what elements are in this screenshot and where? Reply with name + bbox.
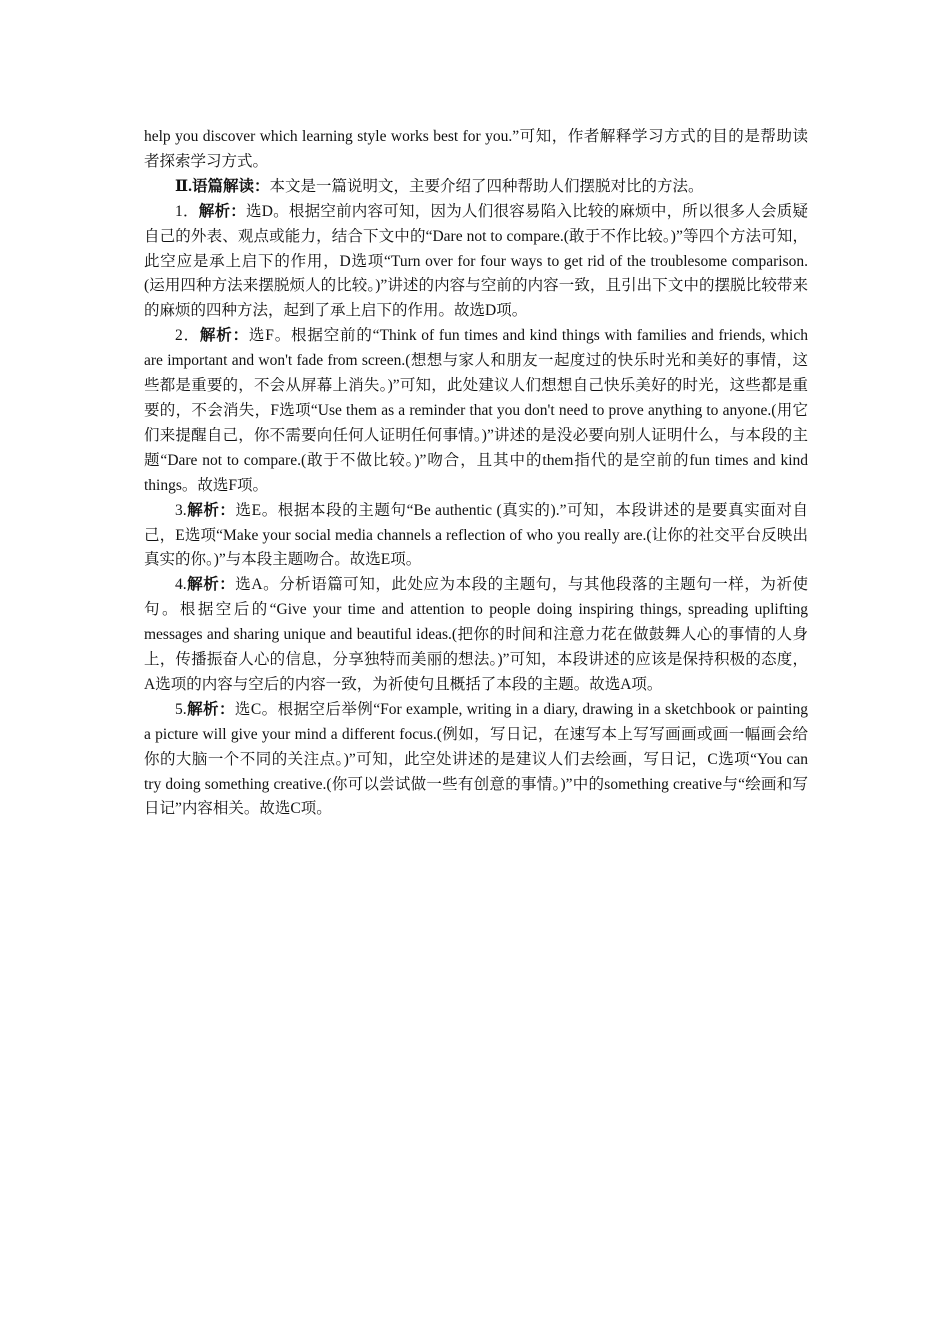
answer-number: 5.	[175, 700, 187, 718]
answer-label: 解析：	[198, 202, 246, 220]
section-label: Ⅱ.语篇解读：	[175, 177, 270, 195]
answer-2-paragraph	[144, 324, 808, 498]
answer-number: 3.	[175, 501, 187, 519]
section-text: 本文是一篇说明文，主要介绍了四种帮助人们摆脱对比的方法。	[269, 177, 704, 195]
answer-1-paragraph	[144, 200, 808, 325]
answer-text: 选C。根据空后举例“For example, writing in a diary, drawing in a sketchbook or painting a picture will give your mind a different focus.(例如，写日记，在速写本上写写画画或画一幅画会给你的大脑一个不同的关注点。)”可知，此空处讲述的是建议人们去绘画，写日记，C选项“You can try doing something creative.(你可以尝试做一些有创意的事情。)”中的something creative与“绘画和写日记”内容相关。故选C项。	[144, 700, 808, 818]
answer-5-paragraph	[144, 698, 808, 823]
answer-number: 1．	[175, 202, 199, 220]
passage-overview-paragraph	[144, 175, 808, 200]
answer-text: 选F。根据空前的“Think of fun times and kind things with families and friends, which are important and won't fade from screen.(想想与家人和朋友一起度过的快乐时光和美好的事情，这些都是重要的，不会从屏幕上消失。)”可知，此处建议人们想想自己快乐美好的时光，这些都是重要的，不会消失，F选项“Use them as a reminder that you don't need to prove anything to anyone.(用它们来提醒自己，你不需要向任何人证明任何事情。)”讲述的是没必要向别人证明什么，与本段的主题“Dare not to compare.(敢于不做比较。)”吻合，且其中的them指代的是空前的fun times and kind things。故选F项。	[144, 327, 808, 494]
answer-label: 解析：	[186, 576, 236, 594]
intro-paragraph	[144, 125, 808, 175]
answer-text: 选A。分析语篇可知，此处应为本段的主题句，与其他段落的主题句一样，为祈使句。根据空后的“Give your time and attention to people doing inspiring things, spreading uplifting messages and sharing unique and beautiful ideas.(把你的时间和注意力花在做鼓舞人心的事情的人身上，传播振奋人心的信息，分享独特而美丽的想法。)”可知，本段讲述的应该是保持积极的态度，A选项的内容与空后的内容一致，为祈使句且概括了本段的主题。故选A项。	[144, 576, 808, 693]
answer-text: 选E。根据本段的主题句“Be authentic (真实的).”可知，本段讲述的是要真实面对自己，E选项“Make your social media channels a reflection of who you really are.(让你的社交平台反映出真实的你。)”与本段主题吻合。故选E项。	[144, 501, 808, 569]
answer-number: 2．	[175, 327, 200, 345]
answer-label: 解析：	[186, 501, 236, 519]
answer-text: 选D。根据空前内容可知，因为人们很容易陷入比较的麻烦中，所以很多人会质疑自己的外表、观点或能力，结合下文中的“Dare not to compare.(敢于不作比较。)”等四个方法可知，此空应是承上启下的作用，D选项“Turn over for four ways to get rid of the troublesome comparison.(运用四种方法来摆脱烦人的比较。)”讲述的内容与空前的内容一致，且引出下文中的摆脱比较带来的麻烦的四种方法，起到了承上启下的作用。故选D项。	[144, 202, 808, 320]
document-body	[144, 125, 808, 822]
intro-text: help you discover which learning style works best for you.”可知，作者解释学习方式的目的是帮助读者探索学习方式。	[144, 128, 808, 170]
answer-number: 4.	[175, 576, 187, 594]
answer-label: 解析：	[199, 327, 249, 345]
answer-4-paragraph	[144, 573, 808, 698]
answer-label: 解析：	[186, 700, 235, 718]
answer-3-paragraph	[144, 499, 808, 574]
